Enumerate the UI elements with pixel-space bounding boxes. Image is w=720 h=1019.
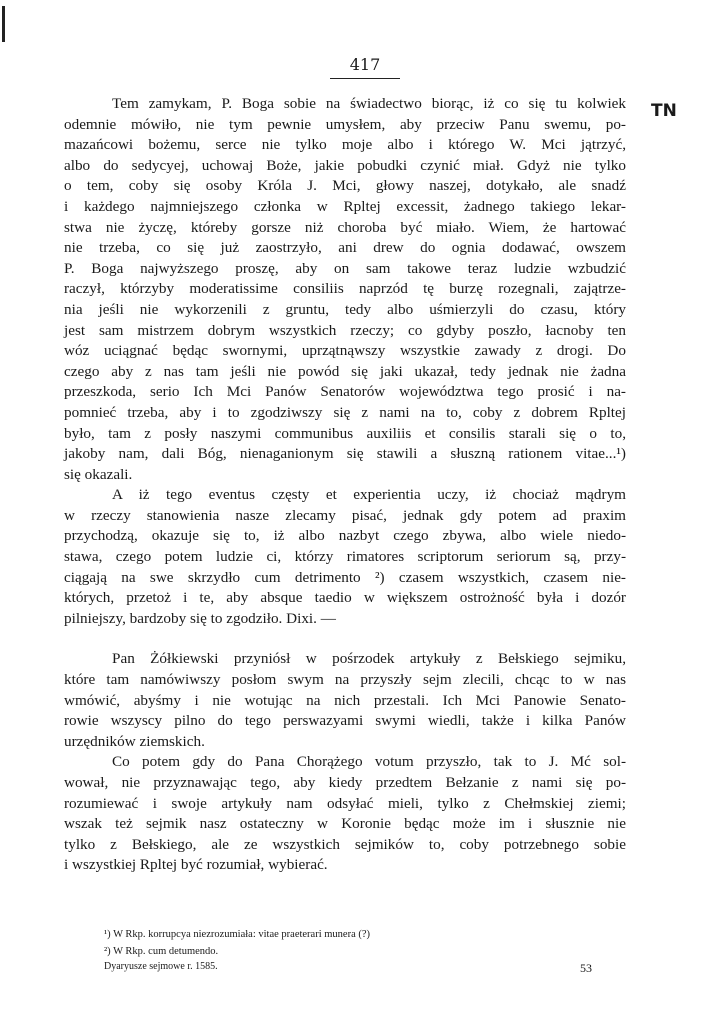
text-line: Tem zamykam, P. Boga sobie na świadectwo biorąc, iż co się tu kolwiek [112,95,626,112]
text-line: rozumiewać i swoje artykuły nam odsyłać mieli, tylko z Chełmskiej ziemi; [64,794,626,812]
body-text [64,94,626,876]
text-line: pilniejszy, bardzoby się to zgodziło. Dixi. — [64,609,336,627]
text-line: Co potem gdy do Pana Chorążego votum przyszło, tak to J. Mć sol- [112,753,626,771]
text-line: o tem, coby się osoby Króla J. Mci, głowy naszej, dotykało, ale snadź [64,177,626,195]
text-line: urzędników ziemskich. [64,732,205,750]
footnotes [104,926,624,960]
text-line: mazańcowi bożemu, serce nie tylko moje albo i którego W. Mci jątrzyć, [64,136,626,154]
text-line: czego aby z nas tam jeśli nie powód się jaki ukazał, tedy jednak nie żadna [64,362,626,380]
text-line: tylko z Bełskiego, ale ze wszystkich sejmików to, coby potrzebnego sobie [64,835,626,853]
page-number: 417 [330,54,400,79]
text-line: A iż tego eventus częsty et experientia uczy, iż chociaż mądrym [112,486,626,504]
section-gap [64,629,626,649]
text-line: których, przetoż i te, aby absque taedio w większem ostrożność była i dozór [64,589,626,607]
text-line: się okazali. [64,465,133,483]
text-line: wował, nie przyznawając tego, aby kiedy przedtem Bełzanie z nami się po- [64,774,626,791]
text-line: stawa, czego potem ludzie ci, którzy rimatores scriptorum seriorum są, przy- [64,548,626,566]
paragraph [64,485,626,629]
text-line: ciągają na swe skrzydło cum detrimento ²) czasem wszystkich, czasem nie- [64,568,626,586]
text-line: raczył, którzyby moderatissime consiliis naprzód tę burzę rozegnali, zajątrze- [64,280,626,298]
paragraph [64,752,626,876]
text-line: jest sam mistrzem dobrym wszystkich rzeczy; co gdyby poszło, łacnoby ten [64,321,626,339]
text-line: było, tam z posły naszymi communibus auxiliis et consilis starali się o to, [64,424,626,442]
footnote-1: ¹) W Rkp. korrupcya niezrozumiała: vitae praeterari munera (?) [104,929,371,940]
text-line: wszak też sejmik nasz ostateczny w Koronie będąc może im i słusznie nie [64,815,626,833]
text-line: wóz uciągnać będąc swornymi, uprzątnąwszy wszystkie zawady z drogi. Do [64,342,626,360]
text-line: nie trzeba, co się już zaostrzyło, ani drew do ognia dodawać, owszem [64,239,626,257]
text-line: Pan Żółkiewski przyniósł w pośrzodek artykuły z Bełskiego sejmiku, [112,650,626,668]
text-line: które tam namówiwszy posłom swym na przyszły sejm zlecili, chcąc to w nas [64,671,626,689]
paragraph [64,94,626,485]
text-line: albo do sedycyej, uchowaj Boże, jakie pobudki czynić miał. Gdyż nie tylko [64,156,626,174]
page-edge-mark [2,6,5,42]
text-line: nia jeśli nie wykorzenili z gruntu, tedy albo uśmierzyli do czasu, który [64,300,626,318]
text-line: przeszkoda, serio Ich Mci Panów Senatorów województwa tego prosić i na- [64,383,626,401]
text-line: jakoby nam, dali Bóg, nienaganionym się stawili a słuszną rationem vitae...¹) [64,445,626,463]
text-line: P. Boga najwyższego proszę, aby on sam takowe teraz ludzie wzbudzić [64,259,626,277]
text-line: przychodzą, okazuje się to, iż albo nazbyt czego zbywa, albo wiele niedo- [64,527,626,545]
footnote-2: ²) W Rkp. cum detumendo. [104,946,219,957]
text-line: i wszystkiej Rpltej być rozumiał, wybierać. [64,856,328,874]
paragraph [64,649,626,752]
margin-annotation: TN [651,101,677,121]
text-line: rowie wszyscy pilno do tego perswazyami swymi wiedli, także i kilka Panów [64,712,626,730]
text-line: i każdego najmniejszego członka w Rpltej excessit, żadnego takiego lekar- [64,197,626,215]
text-line: w rzeczy stanowienia nasze zlecamy pisać, jednak gdy potem ad praxim [64,506,626,524]
footer-source: Dyaryusze sejmowe r. 1585. [104,961,218,972]
footer-signature: 53 [580,961,592,975]
text-line: wmówić, abyśmy i nie wotując na nich przestali. Ich Mci Panowie Senato- [64,691,626,709]
text-line: stwa nie życzę, któreby gorsze niż choroba być miało. Wiem, że hartować [64,218,626,236]
text-line: pomnieć trzeba, aby i to zgodziwszy się z nami na to, coby z dobrem Rpltej [64,403,626,421]
text-line: odemnie mówiło, nie tym pewnie umysłem, aby przeciw Panu swemu, po- [64,115,626,133]
